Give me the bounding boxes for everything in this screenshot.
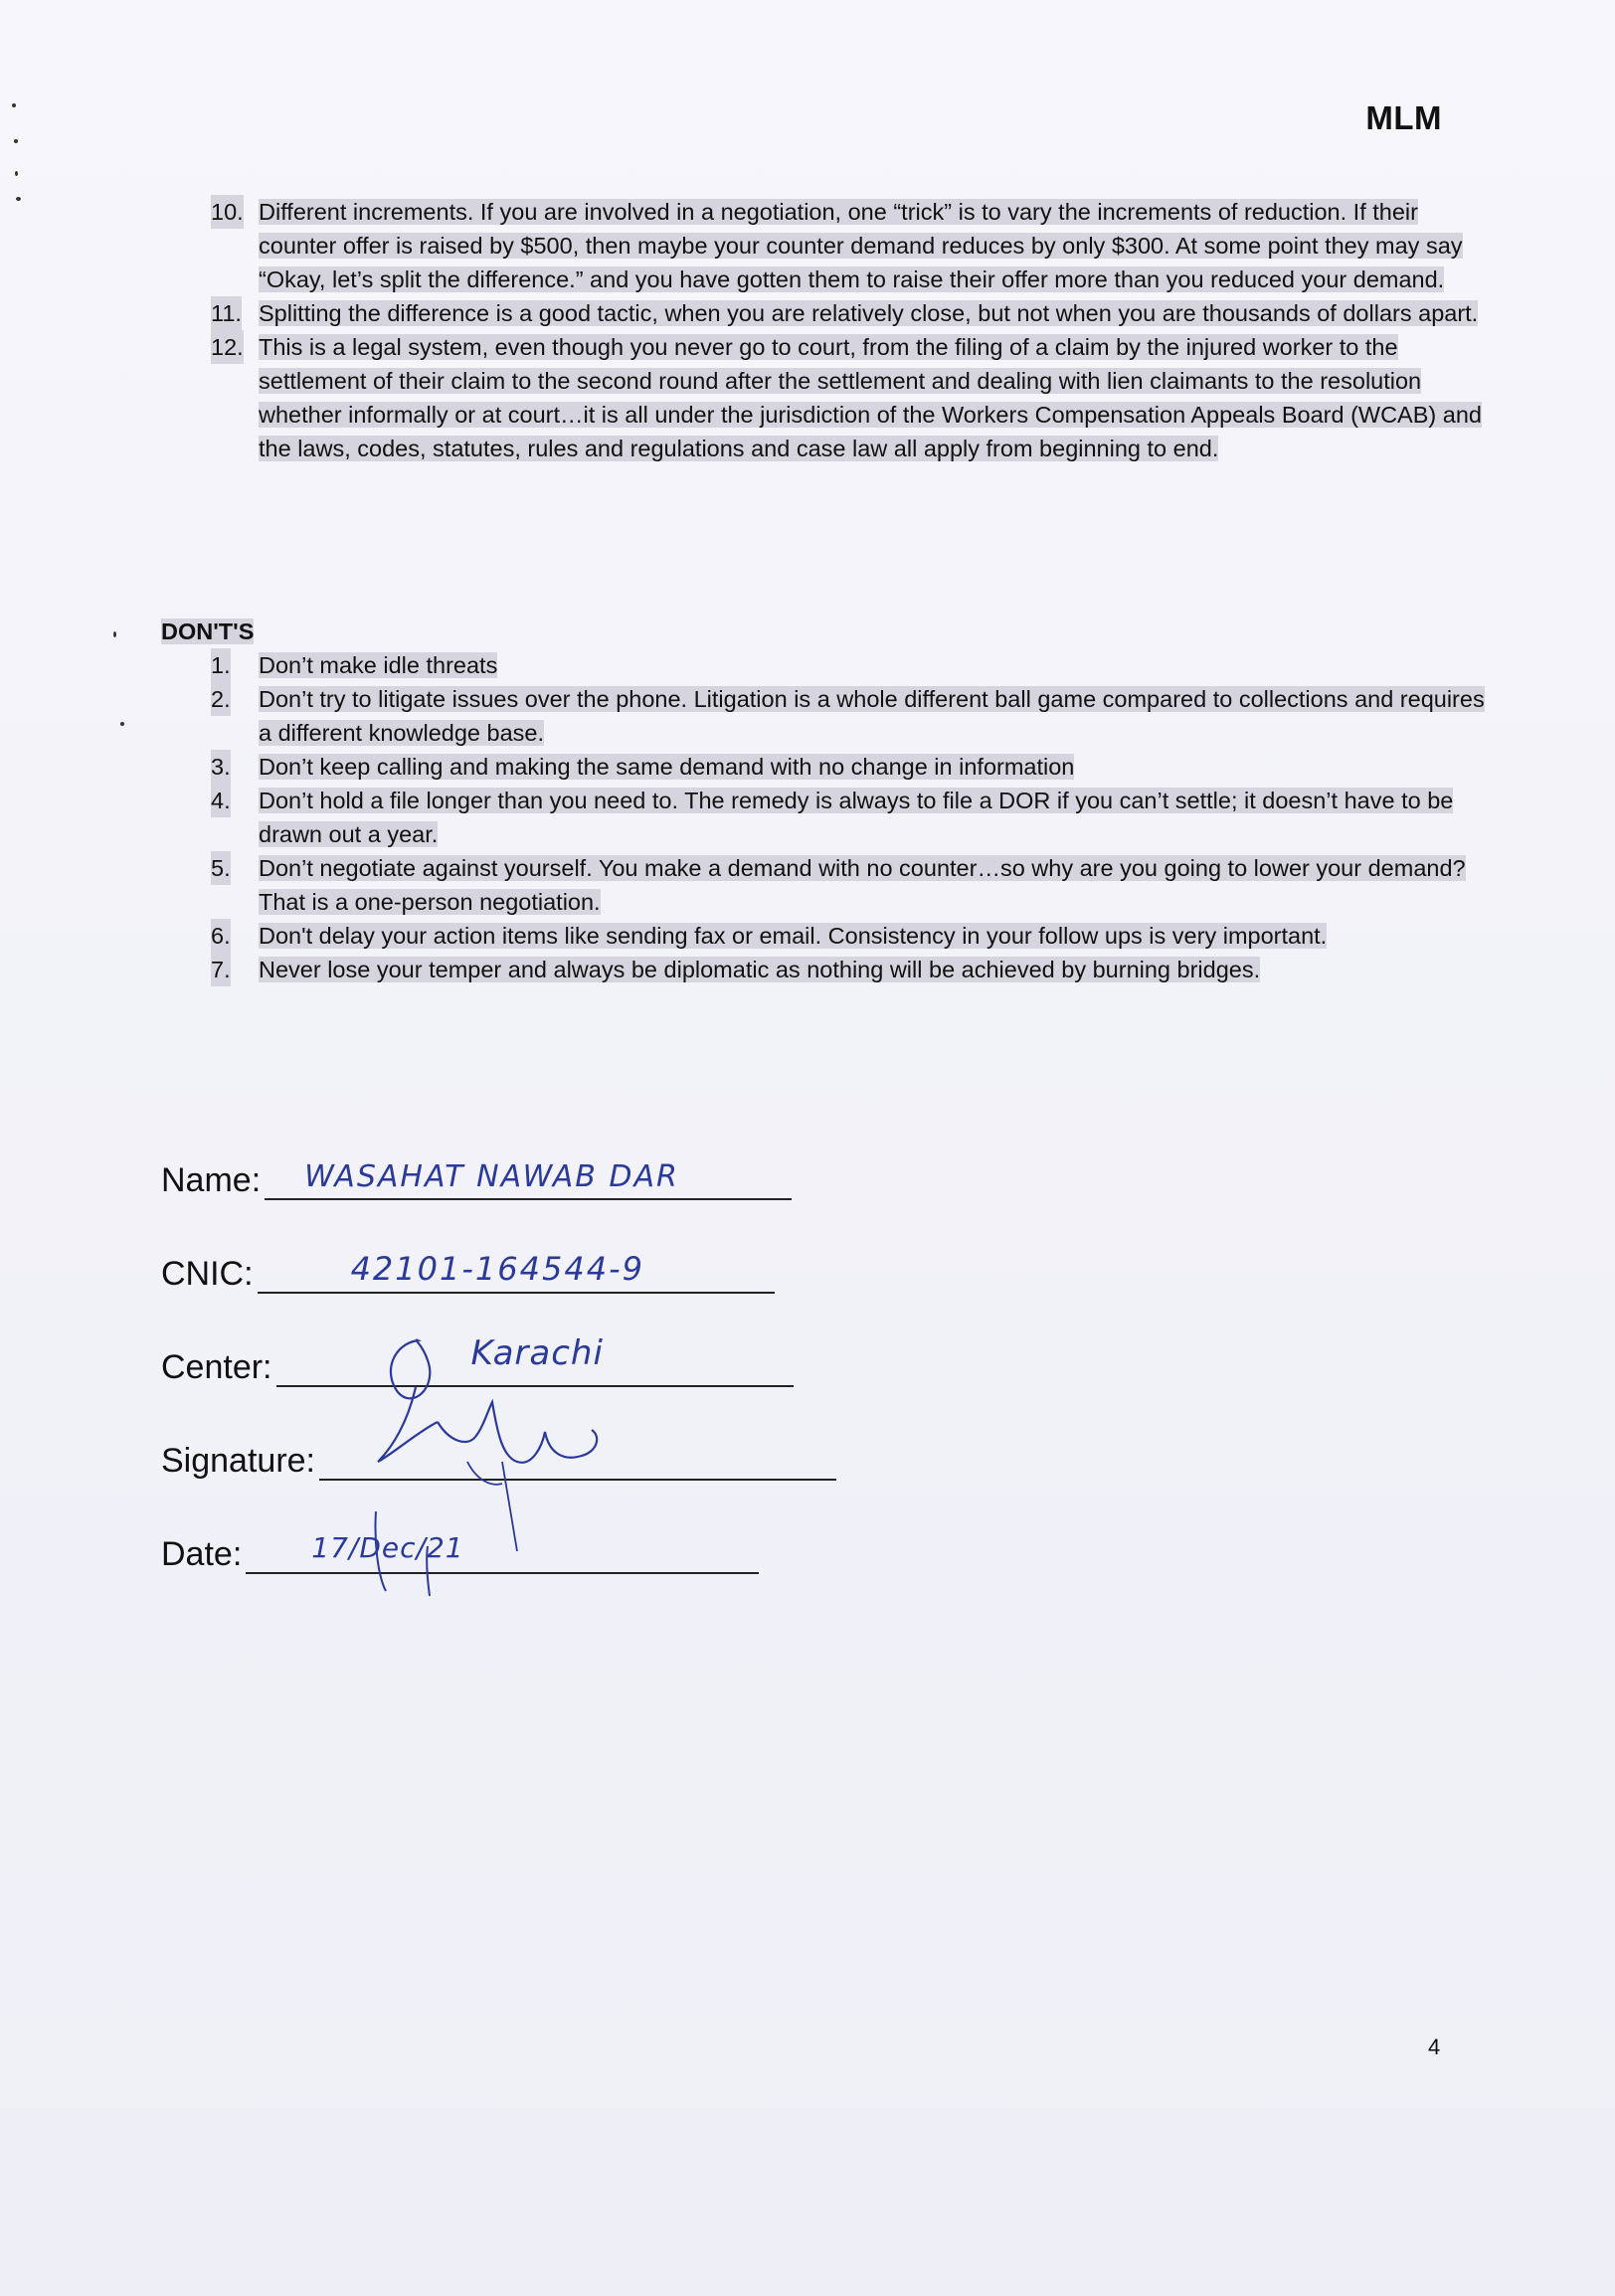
item-text: Don’t negotiate against yourself. You make a demand with no counter…so why are you going to lower your demand? That is a one-person negotiation. — [259, 855, 1466, 915]
item-number: 3. — [211, 750, 231, 784]
date-line[interactable] — [246, 1531, 759, 1574]
item-number: 10. — [211, 195, 244, 229]
list-item — [207, 784, 1500, 851]
cnic-value: 42101-164544-9 — [350, 1250, 644, 1288]
header-mark: MLM — [1365, 99, 1442, 136]
cnic-field — [161, 1250, 775, 1294]
item-number: 2. — [211, 682, 231, 716]
scan-speck — [15, 171, 18, 176]
item-text: Never lose your temper and always be diplomatic as nothing will be achieved by burning bridges. — [259, 957, 1261, 982]
center-value: Karachi — [470, 1333, 604, 1373]
center-line[interactable] — [276, 1333, 794, 1387]
list-item — [207, 195, 1500, 296]
item-text: Don’t keep calling and making the same demand with no change in information — [259, 754, 1075, 780]
list-item — [207, 750, 1500, 784]
item-text: Don’t make idle threats — [259, 652, 498, 678]
date-value: 17/Dec/21 — [311, 1531, 464, 1564]
cnic-label: CNIC: — [161, 1255, 254, 1293]
signature-label: Signature: — [161, 1442, 315, 1480]
date-field — [161, 1531, 759, 1574]
date-label: Date: — [161, 1535, 243, 1573]
signature-line[interactable] — [319, 1445, 836, 1481]
signature-field — [161, 1442, 836, 1481]
item-number: 5. — [211, 851, 231, 885]
name-field — [161, 1161, 792, 1200]
page-number: 4 — [1428, 2034, 1441, 2059]
item-number: 6. — [211, 919, 231, 953]
scan-speck — [12, 103, 16, 107]
item-text: This is a legal system, even though you never go to court, from the filing of a claim by the injured worker to the settlement of their claim to the second round after the settlement and dealing with lien claimants to the resolution whether informally or at court…it is all under the jurisdiction of the Workers Compensation Appeals Board (WCAB) and the laws, codes, statutes, rules and regulations and case law all apply from beginning to end. — [259, 334, 1482, 461]
list-item — [207, 648, 1500, 682]
item-number: 11. — [211, 296, 242, 330]
cnic-line[interactable] — [258, 1250, 775, 1294]
negotiation-tips-list — [207, 195, 1500, 465]
item-text: Different increments. If you are involved in a negotiation, one “trick” is to vary the increments of reduction. If their counter offer is raised by $500, then maybe your counter demand reduces by only $300. At some point they may say “Okay, let’s split the difference.” and you have gotten them to raise their offer more than you reduced your demand. — [259, 199, 1463, 292]
list-item — [207, 851, 1500, 919]
list-item — [207, 919, 1500, 953]
name-value: WASAHAT NAWAB DAR — [304, 1159, 679, 1194]
item-text: Splitting the difference is a good tactic, when you are relatively close, but not when you are thousands of dollars apart. — [259, 300, 1479, 326]
donts-list — [207, 648, 1500, 986]
item-text: Don’t hold a file longer than you need to. The remedy is always to file a DOR if you can’t settle; it doesn’t have to be drawn out a year. — [259, 788, 1454, 847]
name-line[interactable] — [265, 1159, 792, 1200]
item-number: 12. — [211, 330, 244, 364]
list-item — [207, 953, 1500, 986]
center-field — [161, 1333, 794, 1387]
list-item — [207, 330, 1500, 465]
scan-speck — [120, 722, 124, 726]
item-number: 1. — [211, 648, 231, 682]
center-label: Center: — [161, 1348, 272, 1386]
donts-heading: DON'T'S — [161, 618, 255, 644]
scan-speck — [16, 197, 21, 201]
list-item — [207, 682, 1500, 750]
item-number: 4. — [211, 784, 231, 817]
name-label: Name: — [161, 1161, 262, 1199]
scan-speck — [14, 139, 18, 143]
item-text: Don’t try to litigate issues over the phone. Litigation is a whole different ball game compared to collections and requires a different knowledge base. — [259, 686, 1485, 746]
list-item — [207, 296, 1500, 330]
scan-speck — [113, 631, 116, 637]
item-text: Don't delay your action items like sending fax or email. Consistency in your follow ups is very important. — [259, 923, 1328, 949]
item-number: 7. — [211, 953, 231, 986]
